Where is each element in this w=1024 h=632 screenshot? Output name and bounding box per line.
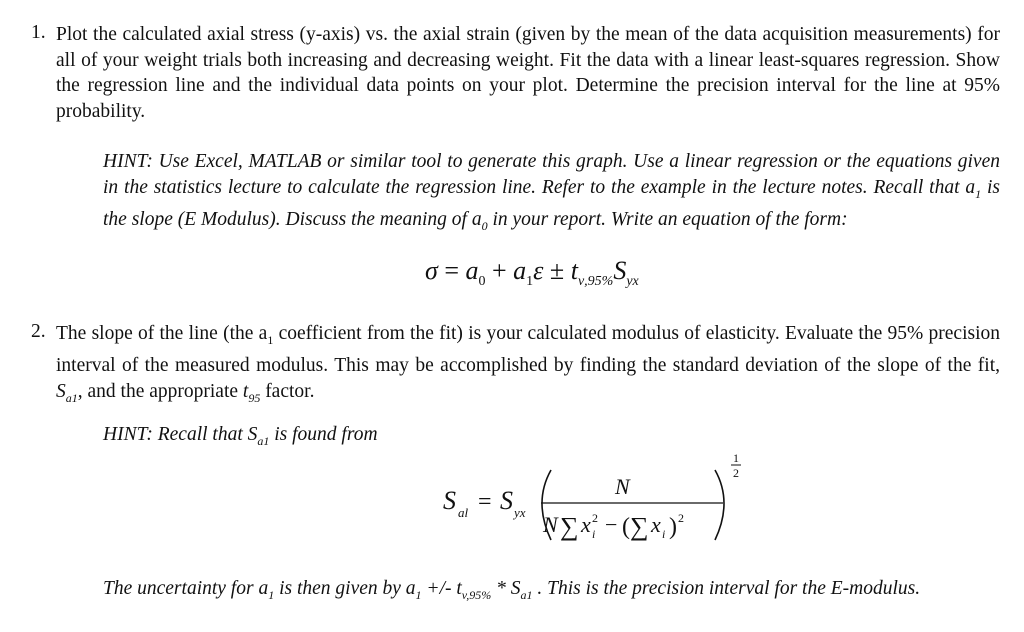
item-2-text: The slope of the line (the $a_1$ coefficient from the fit) is your calculated modulus of elasticity. Evaluate the 95% precision interval of the measured modulus. This may be accomplished by finding the standard deviation of the slope of the fit, $S_{a1}$, and the appropriate $t_{95}$ factor. xyxy=(56,323,1000,405)
item-2-number: 2. xyxy=(31,321,46,342)
uncertainty-note: The uncertainty for $a_1$ is then given by $a_1$ +/- $t_{v,95\%} * S_{a1}$ . This is the precision interval for the E-modulus. xyxy=(103,578,921,602)
svg-text:x: x xyxy=(651,512,661,537)
svg-text:N: N xyxy=(615,474,630,499)
regression-equation: $\sigma = a_0 + a_1\varepsilon \pm t_{\nu,95\%}S_{yx}$ xyxy=(425,256,639,289)
svg-text:(: ( xyxy=(622,514,630,540)
item-1-hint: HINT: Use Excel, MATLAB or similar tool to generate this graph. Use a linear regression or the equations given in the statistics lecture to calculate the regression line. Refer to the example in the lecture notes. Recall that $a_1$ is the slope (E Modulus). Discuss the meaning of $a_0$ in your report. Write an equation of the form: xyxy=(103,151,1000,233)
svg-text:x: x xyxy=(581,512,591,537)
svg-text:al: al xyxy=(458,505,469,520)
item-1-number: 1. xyxy=(31,22,46,43)
svg-text:i: i xyxy=(592,527,596,541)
svg-text:∑: ∑ xyxy=(630,512,649,541)
item-1-text: Plot the calculated axial stress (y-axis) vs. the axial strain (given by the mean of the data acquisition measurements) for all of your weight trials both increasing and decreasing weight. Fit the data with a linear least-squares regression. Show the regression line and the individual data points on your plot. Determine the precision interval for the line at 95% probability. xyxy=(56,24,1000,122)
svg-text:N: N xyxy=(543,512,558,537)
svg-text:S: S xyxy=(443,486,456,515)
svg-text:2: 2 xyxy=(733,466,739,480)
svg-text:yx: yx xyxy=(514,505,526,520)
item-2-hint: HINT: Recall that $S_{a1}$ is found from xyxy=(103,424,378,448)
slope-std-equation xyxy=(443,452,743,552)
svg-text:−: − xyxy=(605,512,618,537)
svg-text:2: 2 xyxy=(678,511,684,525)
svg-text:∑: ∑ xyxy=(560,512,579,541)
svg-text:S: S xyxy=(500,486,513,515)
svg-text:2: 2 xyxy=(592,511,598,525)
svg-text:1: 1 xyxy=(733,452,739,465)
svg-text:=: = xyxy=(478,489,492,515)
svg-text:): ) xyxy=(669,514,677,540)
svg-text:i: i xyxy=(662,527,666,541)
